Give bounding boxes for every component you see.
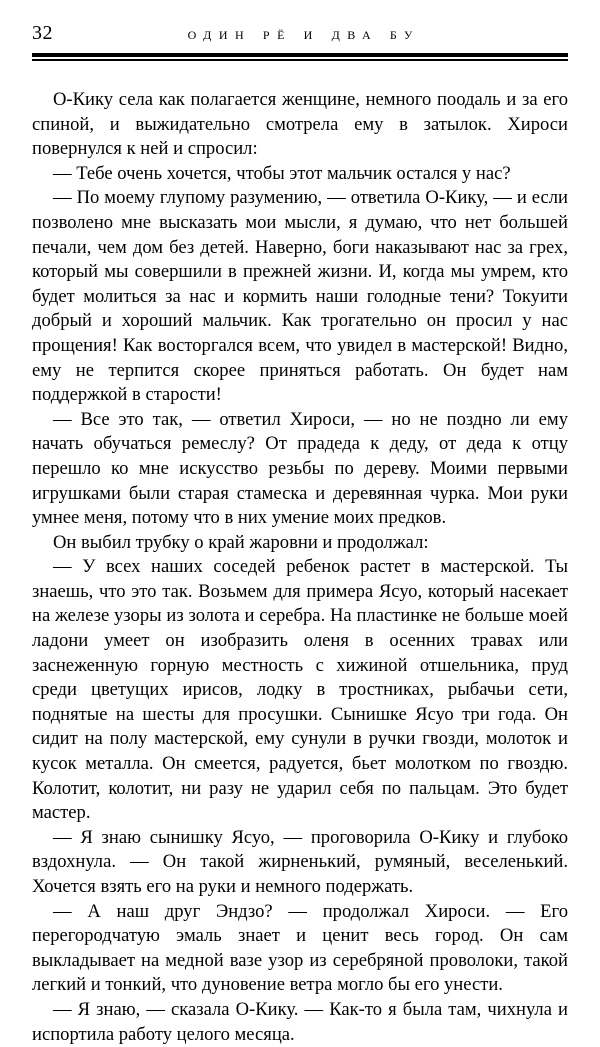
running-head-title: один рё и два бу [187, 24, 420, 43]
header-double-rule [32, 53, 568, 61]
page-number: 32 [32, 22, 53, 44]
page-header [32, 20, 568, 50]
body-text-column [32, 88, 568, 1047]
body-paragraph: — А наш друг Эндзо? — продолжал Хироси. — Его перегородчатую эмаль знает и ценит весь город. Он сам выкладывает на медной вазе узор из серебряной проволоки, такой легкий и тонкий, что дуновение ветра могло бы его унести. [32, 900, 568, 996]
body-paragraph: — Все это так, — ответил Хироси, — но не поздно ли ему начать обучаться ремеслу? От прадеда к деду, от деда к отцу перешло ко мне искусство резьбы по дереву. Моими первыми игрушками были старая стамеска и деревянная чурка. Мои руки умнее меня, потому что в них умение моих предков. [32, 408, 568, 529]
body-paragraph: О-Кику села как полагается женщине, немного поодаль и за его спиной, и выжидательно смотрела ему в затылок. Хироси повернулся к ней и спросил: [32, 89, 568, 160]
body-paragraph: — По моему глупому разумению, — ответила О-Кику, — и если позволено мне высказать мои мысли, я думаю, что нет большей печали, чем дом без детей. Наверно, боги наказывают нас за грех, который мы совершили в прежней жизни. И, когда мы умрем, кто будет молиться за нас и кормить наши голодные тени? Токуити добрый и хороший мальчик. Как трогательно он просил у нас прощения! Как восторгался всем, что увидел в мастерской! Видно, ему не терпится скорее приняться работать. Он будет нам поддержкой в старости! [32, 187, 568, 406]
body-paragraph: — Я знаю, — сказала О-Кику. — Как-то я была там, чихнула и испортила работу целого месяца. [32, 998, 568, 1045]
body-paragraph: — Я знаю сынишку Ясуо, — проговорила О-Кику и глубоко вздохнула. — Он такой жирненький, румяный, веселенький. Хочется взять его на руки и немного подержать. [32, 826, 568, 897]
body-paragraph: — Тебе очень хочется, чтобы этот мальчик остался у нас? [53, 162, 511, 184]
body-paragraph: — У всех наших соседей ребенок растет в мастерской. Ты знаешь, что это так. Возьмем для примера Ясуо, который насекает на железе узоры из золота и серебра. На пластинке не больше моей ладони умеет он изобразить оленя в осенних травах или заснеженную горную местность с хижиной отшельника, пруд среди цветущих ирисов, лодку в тростниках, рыбачьи сети, поднятые на шесты для просушки. Сынишке Ясуо три года. Он сидит на полу мастерской, ему сунули в ручки гвозди, молоток и кусок металла. Он смеется, радуется, бьет молотком по гвоздю. Колотит, колотит, ни разу не ударил себя по пальцам. Это будет мастер. [32, 556, 568, 824]
rule-thin [32, 59, 568, 61]
body-paragraph: Он выбил трубку о край жаровни и продолжал: [53, 531, 429, 553]
